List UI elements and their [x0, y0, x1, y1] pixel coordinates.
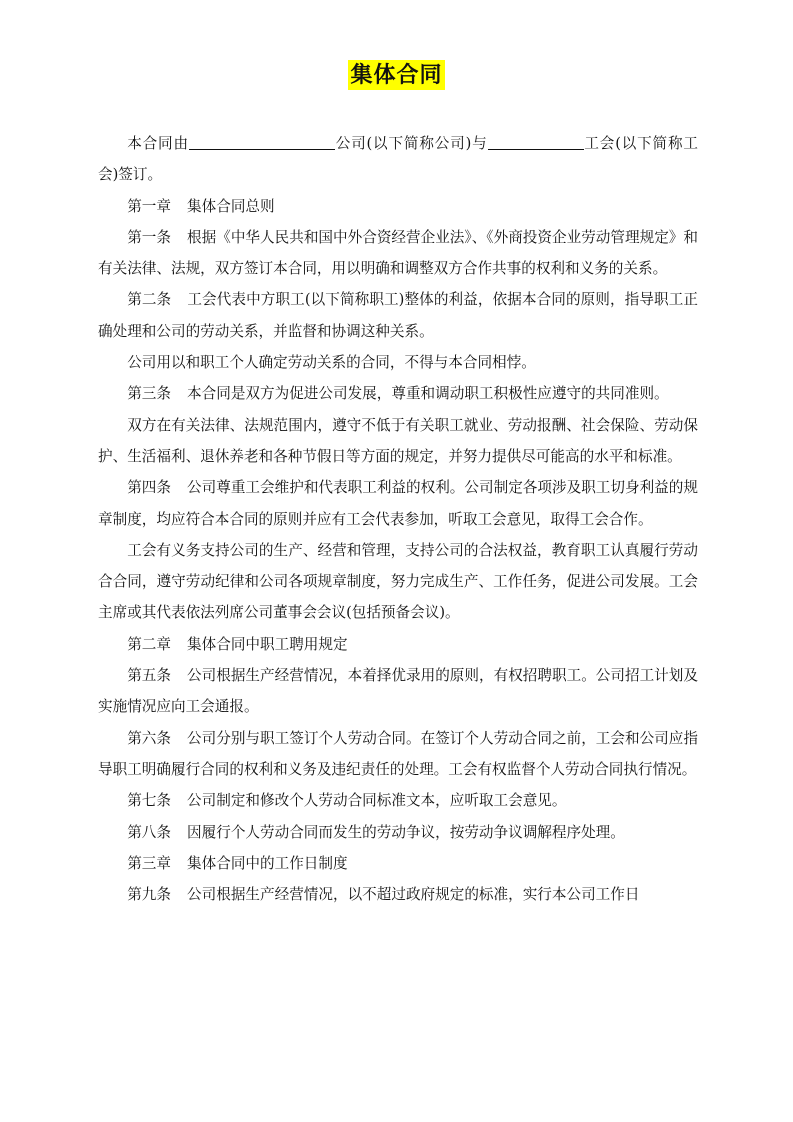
article-8: [98, 817, 698, 848]
article-4: [98, 472, 698, 535]
company-name-blank: [189, 134, 335, 150]
paragraph-label: 第三条: [127, 385, 171, 403]
article-5: [98, 660, 698, 723]
article-1: [98, 222, 698, 285]
union-name-blank: [488, 134, 584, 150]
paragraph-label: 第九条: [127, 886, 171, 904]
document-title: 集体合同: [350, 62, 443, 88]
intro-text-1: 本合同由: [127, 135, 189, 152]
article-2-continuation: [98, 347, 698, 378]
article-6: [98, 723, 698, 786]
paragraph-label: 第五条: [127, 667, 171, 685]
paragraph-text: 公司用以和职工个人确定劳动关系的合同，不得与本合同相悖。: [127, 354, 536, 372]
paragraph-label: 第二章: [127, 635, 171, 653]
paragraph-label: 第四条: [127, 479, 171, 497]
paragraph-text: 公司尊重工会维护和代表职工利益的权利。公司制定各项涉及职工切身利益的规章制度，均应符合本合同的原则并应有工会代表参加，听取工会意见，取得工会合作。: [98, 479, 698, 528]
paragraph-label: 第八条: [127, 823, 171, 841]
article-3-continuation: [98, 410, 698, 473]
paragraph-text: 因履行个人劳动合同而发生的劳动争议，按劳动争议调解程序处理。: [187, 823, 625, 841]
article-2: [98, 284, 698, 347]
paragraph-text: 公司根据生产经营情况，以不超过政府规定的标准，实行本公司工作日: [187, 886, 640, 904]
chapter-2-heading: [98, 629, 698, 660]
paragraph-label: 第六条: [127, 729, 171, 747]
paragraph-text: 公司分别与职工签订个人劳动合同。在签订个人劳动合同之前，工会和公司应指导职工明确履行合同的权利和义务及违纪责任的处理。工会有权监督个人劳动合同执行情况。: [98, 729, 698, 778]
article-4-continuation: [98, 535, 698, 629]
paragraph-text: 公司根据生产经营情况，本着择优录用的原则，有权招聘职工。公司招工计划及实施情况应向工会通报。: [98, 667, 698, 716]
paragraph-text: 集体合同中的工作日制度: [187, 854, 348, 872]
intro-paragraph: [98, 128, 698, 191]
paragraph-label: 第三章: [127, 854, 171, 872]
article-7: [98, 785, 698, 816]
paragraph-text: 本合同是双方为促进公司发展，尊重和调动职工积极性应遵守的共同准则。: [187, 385, 669, 403]
title-container: [0, 60, 793, 90]
paragraph-text: 集体合同总则: [187, 197, 275, 215]
paragraph-label: 第七条: [127, 792, 171, 810]
paragraph-label: 第一章: [127, 197, 171, 215]
chapter-3-heading: [98, 848, 698, 879]
paragraph-text: 工会代表中方职工(以下简称职工)整体的利益，依据本合同的原则，指导职工正确处理和公司的劳动关系，并监督和协调这种关系。: [98, 291, 698, 340]
paragraph-text: 公司制定和修改个人劳动合同标准文本，应听取工会意见。: [187, 792, 567, 810]
paragraph-text: 工会有义务支持公司的生产、经营和管理，支持公司的合法权益，教育职工认真履行劳动合合同，遵守劳动纪律和公司各项规章制度，努力完成生产、工作任务，促进公司发展。工会主席或其代表依法列席公司董事会会议(包括预备会议)。: [98, 541, 698, 622]
chapter-1-heading: [98, 191, 698, 222]
paragraph-label: 第一条: [127, 228, 171, 246]
document-body: [98, 128, 698, 910]
intro-text-3: 工会(以下简称工会)签订。: [98, 135, 698, 184]
paragraph-text: 集体合同中职工聘用规定: [187, 635, 348, 653]
intro-text-2: 公司(以下简称公司)与: [334, 135, 488, 152]
article-3: [98, 378, 698, 409]
article-9: [98, 879, 698, 910]
paragraph-text: 根据《中华人民共和国中外合资经营企业法》、《外商投资企业劳动管理规定》和有关法律、法规，双方签订本合同，用以明确和调整双方合作共事的权利和义务的关系。: [98, 228, 698, 278]
paragraph-text: 双方在有关法律、法规范围内，遵守不低于有关职工就业、劳动报酬、社会保险、劳动保护、生活福利、退休养老和各种节假日等方面的规定，并努力提供尽可能高的水平和标准。: [98, 416, 698, 465]
paragraph-label: 第二条: [127, 291, 172, 309]
